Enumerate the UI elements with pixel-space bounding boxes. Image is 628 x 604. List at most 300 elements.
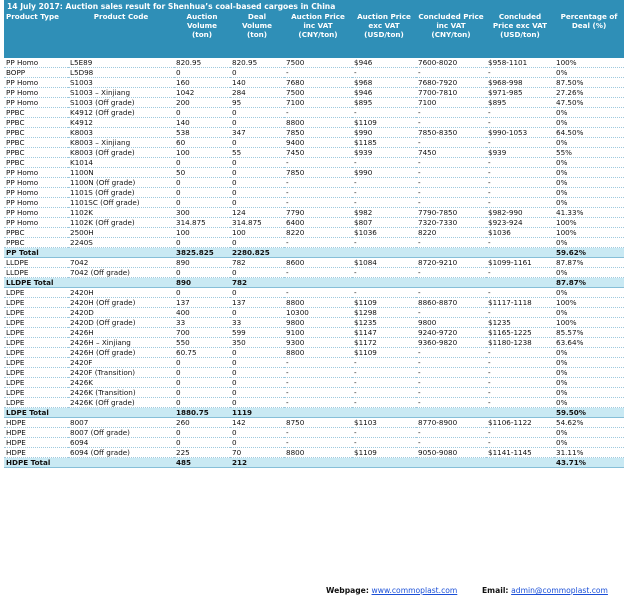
total-row [4, 248, 624, 258]
table-row [4, 268, 624, 278]
cell-concluded-price-cny: 7700-7810 [416, 88, 486, 98]
cell-product-type: BOPP [4, 68, 68, 78]
cell-auction-price-usd: $895 [352, 98, 416, 108]
cell-auction-price-usd: $1172 [352, 338, 416, 348]
cell-auction-price-usd: - [352, 358, 416, 368]
cell-auction-volume: 485 [174, 458, 230, 468]
cell-percentage-deal: 0% [554, 198, 624, 208]
cell-product-code [68, 278, 174, 288]
cell-deal-volume: 0 [230, 308, 284, 318]
table-row [4, 78, 624, 88]
email-label: Email: [482, 586, 509, 595]
cell-auction-volume: 820.95 [174, 58, 230, 68]
cell-percentage-deal: 0% [554, 358, 624, 368]
cell-auction-price-usd: $1109 [352, 448, 416, 458]
cell-auction-price-cny: 7680 [284, 78, 352, 88]
header-concluded-price-usd: Concluded Price exc VAT (USD/ton) [486, 12, 554, 58]
cell-concluded-price-usd: - [486, 198, 554, 208]
cell-product-code: S1003 [68, 78, 174, 88]
cell-product-type: PPBC [4, 148, 68, 158]
cell-auction-price-cny: - [284, 358, 352, 368]
email-link[interactable]: admin@commoplast.com [511, 586, 608, 595]
cell-auction-volume: 137 [174, 298, 230, 308]
cell-product-type: LDPE [4, 388, 68, 398]
cell-product-type: HDPE [4, 438, 68, 448]
cell-concluded-price-usd: - [486, 368, 554, 378]
cell-auction-price-cny: 8600 [284, 258, 352, 268]
cell-deal-volume: 2280.825 [230, 248, 284, 258]
cell-product-code: L5E89 [68, 58, 174, 68]
table-row [4, 448, 624, 458]
cell-auction-price-usd: $1298 [352, 308, 416, 318]
webpage-link[interactable]: www.commoplast.com [371, 586, 458, 595]
cell-concluded-price-cny: 8860-8870 [416, 298, 486, 308]
cell-percentage-deal: 85.57% [554, 328, 624, 338]
cell-concluded-price-cny: 9800 [416, 318, 486, 328]
cell-deal-volume: 55 [230, 148, 284, 158]
cell-product-code: 2420H (Off grade) [68, 298, 174, 308]
cell-concluded-price-usd: - [486, 268, 554, 278]
cell-auction-price-usd: $807 [352, 218, 416, 228]
table-row [4, 148, 624, 158]
table-row [4, 368, 624, 378]
cell-percentage-deal: 87.50% [554, 78, 624, 88]
email-info [482, 586, 608, 595]
cell-auction-price-usd: $946 [352, 88, 416, 98]
cell-product-code: 2420D (Off grade) [68, 318, 174, 328]
cell-product-type: LLDPE [4, 268, 68, 278]
cell-concluded-price-cny: - [416, 168, 486, 178]
table-row [4, 328, 624, 338]
cell-percentage-deal: 0% [554, 398, 624, 408]
cell-deal-volume: 0 [230, 68, 284, 78]
cell-deal-volume: 95 [230, 98, 284, 108]
cell-auction-volume: 260 [174, 418, 230, 428]
cell-percentage-deal: 0% [554, 438, 624, 448]
cell-product-type: PP Total [4, 248, 68, 258]
cell-auction-volume: 60 [174, 138, 230, 148]
cell-auction-price-cny: 8750 [284, 418, 352, 428]
cell-deal-volume: 0 [230, 268, 284, 278]
cell-auction-volume: 225 [174, 448, 230, 458]
cell-product-code: 2420H [68, 288, 174, 298]
cell-auction-price-cny: 8800 [284, 448, 352, 458]
table-row [4, 168, 624, 178]
cell-concluded-price-usd: $1180-1238 [486, 338, 554, 348]
cell-concluded-price-usd: - [486, 118, 554, 128]
cell-concluded-price-usd [486, 458, 554, 468]
cell-auction-volume: 0 [174, 378, 230, 388]
cell-auction-price-cny: 9800 [284, 318, 352, 328]
cell-concluded-price-cny: - [416, 238, 486, 248]
cell-product-type: HDPE [4, 428, 68, 438]
cell-product-type: PPBC [4, 108, 68, 118]
cell-product-code: 2426K (Off grade) [68, 398, 174, 408]
webpage-info [326, 586, 457, 595]
table-row [4, 338, 624, 348]
cell-percentage-deal: 59.62% [554, 248, 624, 258]
cell-auction-price-cny: 7500 [284, 58, 352, 68]
cell-auction-volume: 0 [174, 268, 230, 278]
cell-deal-volume: 140 [230, 78, 284, 88]
table-row [4, 358, 624, 368]
table-row [4, 68, 624, 78]
cell-concluded-price-cny [416, 408, 486, 418]
cell-concluded-price-cny: 8720-9210 [416, 258, 486, 268]
cell-auction-price-usd [352, 248, 416, 258]
cell-auction-price-usd [352, 278, 416, 288]
cell-product-code: K8003 [68, 128, 174, 138]
cell-concluded-price-usd: - [486, 348, 554, 358]
cell-deal-volume: 142 [230, 418, 284, 428]
cell-product-type: LDPE [4, 338, 68, 348]
cell-product-type: PP Homo [4, 188, 68, 198]
cell-product-type: LDPE [4, 398, 68, 408]
cell-product-type: PP Homo [4, 178, 68, 188]
cell-product-code: 2426K [68, 378, 174, 388]
cell-concluded-price-usd: $1117-1118 [486, 298, 554, 308]
cell-deal-volume: 137 [230, 298, 284, 308]
cell-auction-price-cny: - [284, 388, 352, 398]
cell-auction-price-usd: - [352, 108, 416, 118]
cell-percentage-deal: 63.64% [554, 338, 624, 348]
cell-concluded-price-usd: - [486, 358, 554, 368]
cell-auction-price-usd: - [352, 188, 416, 198]
cell-auction-volume: 700 [174, 328, 230, 338]
table-row [4, 228, 624, 238]
cell-product-code: K8003 (Off grade) [68, 148, 174, 158]
cell-percentage-deal: 100% [554, 318, 624, 328]
cell-auction-price-cny [284, 458, 352, 468]
cell-product-type: PPBC [4, 118, 68, 128]
table-row [4, 58, 624, 68]
cell-concluded-price-usd: $1141-1145 [486, 448, 554, 458]
cell-percentage-deal: 54.62% [554, 418, 624, 428]
cell-auction-volume: 0 [174, 158, 230, 168]
table-row [4, 438, 624, 448]
cell-product-code [68, 408, 174, 418]
cell-product-code: 1102K [68, 208, 174, 218]
cell-product-type: PPBC [4, 228, 68, 238]
cell-product-type: LDPE [4, 308, 68, 318]
cell-deal-volume: 100 [230, 228, 284, 238]
cell-auction-price-cny: 7850 [284, 168, 352, 178]
cell-auction-price-cny [284, 278, 352, 288]
cell-percentage-deal: 0% [554, 378, 624, 388]
table-row [4, 348, 624, 358]
cell-auction-price-cny: 9300 [284, 338, 352, 348]
cell-auction-price-cny: 8800 [284, 298, 352, 308]
cell-percentage-deal: 0% [554, 178, 624, 188]
cell-concluded-price-cny: 7850-8350 [416, 128, 486, 138]
cell-deal-volume: 0 [230, 348, 284, 358]
cell-product-type: PP Homo [4, 208, 68, 218]
cell-auction-price-cny: 7790 [284, 208, 352, 218]
cell-concluded-price-cny: - [416, 68, 486, 78]
cell-concluded-price-usd: $895 [486, 98, 554, 108]
header-auction-price-usd: Auction Price exc VAT (USD/ton) [352, 12, 416, 58]
table-row [4, 218, 624, 228]
cell-auction-price-cny: 8220 [284, 228, 352, 238]
cell-auction-price-cny: 8800 [284, 118, 352, 128]
cell-product-code: 2420F (Transition) [68, 368, 174, 378]
cell-concluded-price-cny: - [416, 308, 486, 318]
webpage-label: Webpage: [326, 586, 369, 595]
cell-auction-volume: 1042 [174, 88, 230, 98]
cell-auction-price-cny: 9100 [284, 328, 352, 338]
cell-product-code: 2240S [68, 238, 174, 248]
cell-auction-volume: 890 [174, 258, 230, 268]
cell-auction-volume: 0 [174, 388, 230, 398]
cell-auction-price-usd: - [352, 428, 416, 438]
cell-auction-price-cny: - [284, 428, 352, 438]
cell-auction-price-usd: $1185 [352, 138, 416, 148]
cell-concluded-price-cny: 7320-7330 [416, 218, 486, 228]
table-row [4, 118, 624, 128]
cell-concluded-price-cny: 9050-9080 [416, 448, 486, 458]
cell-deal-volume: 0 [230, 108, 284, 118]
cell-auction-volume: 60.75 [174, 348, 230, 358]
cell-product-type: LDPE [4, 358, 68, 368]
cell-product-code: 7042 [68, 258, 174, 268]
cell-product-code: S1003 – Xinjiang [68, 88, 174, 98]
cell-percentage-deal: 87.87% [554, 258, 624, 268]
cell-auction-volume: 100 [174, 148, 230, 158]
cell-concluded-price-cny: - [416, 158, 486, 168]
cell-product-code: 7042 (Off grade) [68, 268, 174, 278]
cell-auction-price-cny: - [284, 108, 352, 118]
cell-product-type: LLDPE [4, 258, 68, 268]
cell-auction-price-usd: $946 [352, 58, 416, 68]
cell-auction-price-usd: $1147 [352, 328, 416, 338]
cell-auction-price-cny: - [284, 368, 352, 378]
cell-product-code: 2500H [68, 228, 174, 238]
cell-percentage-deal: 47.50% [554, 98, 624, 108]
cell-auction-volume: 0 [174, 68, 230, 78]
cell-auction-price-cny: 8800 [284, 348, 352, 358]
cell-auction-price-usd: - [352, 178, 416, 188]
cell-concluded-price-usd: $1099-1161 [486, 258, 554, 268]
cell-deal-volume: 284 [230, 88, 284, 98]
cell-auction-volume: 0 [174, 188, 230, 198]
cell-auction-price-cny: - [284, 188, 352, 198]
cell-auction-volume: 33 [174, 318, 230, 328]
header-row [4, 12, 624, 58]
cell-product-code [68, 458, 174, 468]
cell-product-type: PP Homo [4, 218, 68, 228]
cell-product-code: S1003 (Off grade) [68, 98, 174, 108]
cell-concluded-price-cny: - [416, 378, 486, 388]
cell-deal-volume: 350 [230, 338, 284, 348]
cell-percentage-deal: 0% [554, 268, 624, 278]
cell-concluded-price-usd: - [486, 68, 554, 78]
table-row [4, 318, 624, 328]
total-row [4, 278, 624, 288]
cell-concluded-price-usd: - [486, 108, 554, 118]
cell-deal-volume: 0 [230, 438, 284, 448]
cell-deal-volume: 0 [230, 238, 284, 248]
cell-percentage-deal: 43.71% [554, 458, 624, 468]
cell-auction-volume: 0 [174, 398, 230, 408]
cell-deal-volume: 124 [230, 208, 284, 218]
table-row [4, 288, 624, 298]
cell-percentage-deal: 100% [554, 298, 624, 308]
header-auction-price-cny: Auction Price inc VAT (CNY/ton) [284, 12, 352, 58]
cell-auction-volume: 0 [174, 368, 230, 378]
cell-auction-price-usd: - [352, 368, 416, 378]
cell-deal-volume: 0 [230, 138, 284, 148]
cell-percentage-deal: 27.26% [554, 88, 624, 98]
cell-concluded-price-cny: - [416, 178, 486, 188]
cell-product-type: PP Homo [4, 168, 68, 178]
cell-concluded-price-cny: - [416, 198, 486, 208]
table-row [4, 428, 624, 438]
cell-auction-price-usd: $990 [352, 128, 416, 138]
cell-deal-volume: 820.95 [230, 58, 284, 68]
cell-concluded-price-cny: - [416, 108, 486, 118]
cell-auction-price-usd [352, 408, 416, 418]
cell-concluded-price-usd: $1235 [486, 318, 554, 328]
cell-auction-price-usd: - [352, 268, 416, 278]
cell-concluded-price-cny [416, 248, 486, 258]
cell-auction-price-cny: 9400 [284, 138, 352, 148]
cell-auction-price-usd [352, 458, 416, 468]
cell-auction-volume: 3825.825 [174, 248, 230, 258]
cell-percentage-deal: 0% [554, 388, 624, 398]
cell-auction-price-cny: 7100 [284, 98, 352, 108]
cell-product-code [68, 248, 174, 258]
table-row [4, 128, 624, 138]
cell-concluded-price-cny: 7680-7920 [416, 78, 486, 88]
cell-product-type: PPBC [4, 238, 68, 248]
cell-percentage-deal: 0% [554, 108, 624, 118]
cell-auction-price-cny: - [284, 178, 352, 188]
header-percentage-deal: Percentage of Deal (%) [554, 12, 624, 58]
cell-deal-volume: 0 [230, 388, 284, 398]
cell-concluded-price-usd: - [486, 138, 554, 148]
cell-deal-volume: 0 [230, 118, 284, 128]
cell-product-code: 1102K (Off grade) [68, 218, 174, 228]
cell-concluded-price-cny: - [416, 288, 486, 298]
cell-concluded-price-usd: $958-1101 [486, 58, 554, 68]
cell-auction-price-cny: - [284, 268, 352, 278]
cell-concluded-price-usd: $923-924 [486, 218, 554, 228]
cell-concluded-price-usd: $1165-1225 [486, 328, 554, 338]
cell-deal-volume: 0 [230, 178, 284, 188]
cell-product-type: PP Homo [4, 88, 68, 98]
cell-concluded-price-usd: $1036 [486, 228, 554, 238]
cell-product-code: 8007 [68, 418, 174, 428]
cell-concluded-price-cny: 8770-8900 [416, 418, 486, 428]
cell-deal-volume: 0 [230, 288, 284, 298]
cell-deal-volume: 70 [230, 448, 284, 458]
cell-product-code: 8007 (Off grade) [68, 428, 174, 438]
cell-auction-price-cny: 7500 [284, 88, 352, 98]
cell-auction-price-usd: $1103 [352, 418, 416, 428]
cell-percentage-deal: 0% [554, 428, 624, 438]
cell-deal-volume: 0 [230, 378, 284, 388]
cell-concluded-price-cny: - [416, 118, 486, 128]
cell-concluded-price-usd: - [486, 188, 554, 198]
cell-auction-price-usd: - [352, 68, 416, 78]
cell-auction-volume: 314.875 [174, 218, 230, 228]
cell-concluded-price-cny: 7450 [416, 148, 486, 158]
cell-auction-price-usd: - [352, 238, 416, 248]
cell-product-code: 6094 [68, 438, 174, 448]
cell-product-code: 2420F [68, 358, 174, 368]
cell-auction-volume: 550 [174, 338, 230, 348]
cell-concluded-price-usd: - [486, 438, 554, 448]
cell-product-type: LDPE [4, 348, 68, 358]
table-row [4, 238, 624, 248]
cell-concluded-price-usd: $1106-1122 [486, 418, 554, 428]
cell-deal-volume: 347 [230, 128, 284, 138]
cell-product-code: 1100N (Off grade) [68, 178, 174, 188]
total-row [4, 408, 624, 418]
cell-percentage-deal: 55% [554, 148, 624, 158]
cell-auction-price-cny [284, 248, 352, 258]
cell-percentage-deal: 0% [554, 308, 624, 318]
cell-percentage-deal: 0% [554, 168, 624, 178]
cell-auction-price-cny: - [284, 238, 352, 248]
cell-auction-volume: 0 [174, 198, 230, 208]
cell-concluded-price-cny: - [416, 428, 486, 438]
cell-auction-price-usd: $1109 [352, 118, 416, 128]
cell-product-type: PPBC [4, 158, 68, 168]
cell-auction-price-usd: - [352, 398, 416, 408]
cell-auction-price-usd: $1109 [352, 348, 416, 358]
cell-product-type: PP Homo [4, 78, 68, 88]
cell-auction-price-usd: - [352, 388, 416, 398]
table-row [4, 398, 624, 408]
cell-auction-price-usd: $1235 [352, 318, 416, 328]
cell-concluded-price-cny [416, 278, 486, 288]
header-product-type: Product Type [4, 12, 68, 58]
table-row [4, 178, 624, 188]
cell-deal-volume: 33 [230, 318, 284, 328]
cell-percentage-deal: 0% [554, 68, 624, 78]
cell-deal-volume: 0 [230, 428, 284, 438]
cell-percentage-deal: 100% [554, 58, 624, 68]
cell-auction-volume: 0 [174, 178, 230, 188]
cell-auction-price-usd: $1109 [352, 298, 416, 308]
cell-concluded-price-usd: $982-990 [486, 208, 554, 218]
cell-concluded-price-cny: - [416, 438, 486, 448]
cell-concluded-price-usd: - [486, 168, 554, 178]
cell-product-code: 2426H (Off grade) [68, 348, 174, 358]
cell-product-type: PP Homo [4, 58, 68, 68]
cell-percentage-deal: 31.11% [554, 448, 624, 458]
cell-concluded-price-usd [486, 248, 554, 258]
cell-auction-volume: 0 [174, 358, 230, 368]
cell-auction-volume: 1880.75 [174, 408, 230, 418]
cell-auction-volume: 200 [174, 98, 230, 108]
cell-product-type: PP Homo [4, 98, 68, 108]
cell-percentage-deal: 0% [554, 188, 624, 198]
cell-concluded-price-cny: - [416, 138, 486, 148]
table-row [4, 98, 624, 108]
cell-product-code: K1014 [68, 158, 174, 168]
cell-concluded-price-usd: - [486, 178, 554, 188]
cell-deal-volume: 782 [230, 258, 284, 268]
cell-deal-volume: 0 [230, 158, 284, 168]
cell-concluded-price-cny: 8220 [416, 228, 486, 238]
cell-concluded-price-usd: - [486, 308, 554, 318]
table-row [4, 378, 624, 388]
cell-auction-volume: 0 [174, 288, 230, 298]
cell-concluded-price-usd: - [486, 388, 554, 398]
cell-auction-volume: 538 [174, 128, 230, 138]
